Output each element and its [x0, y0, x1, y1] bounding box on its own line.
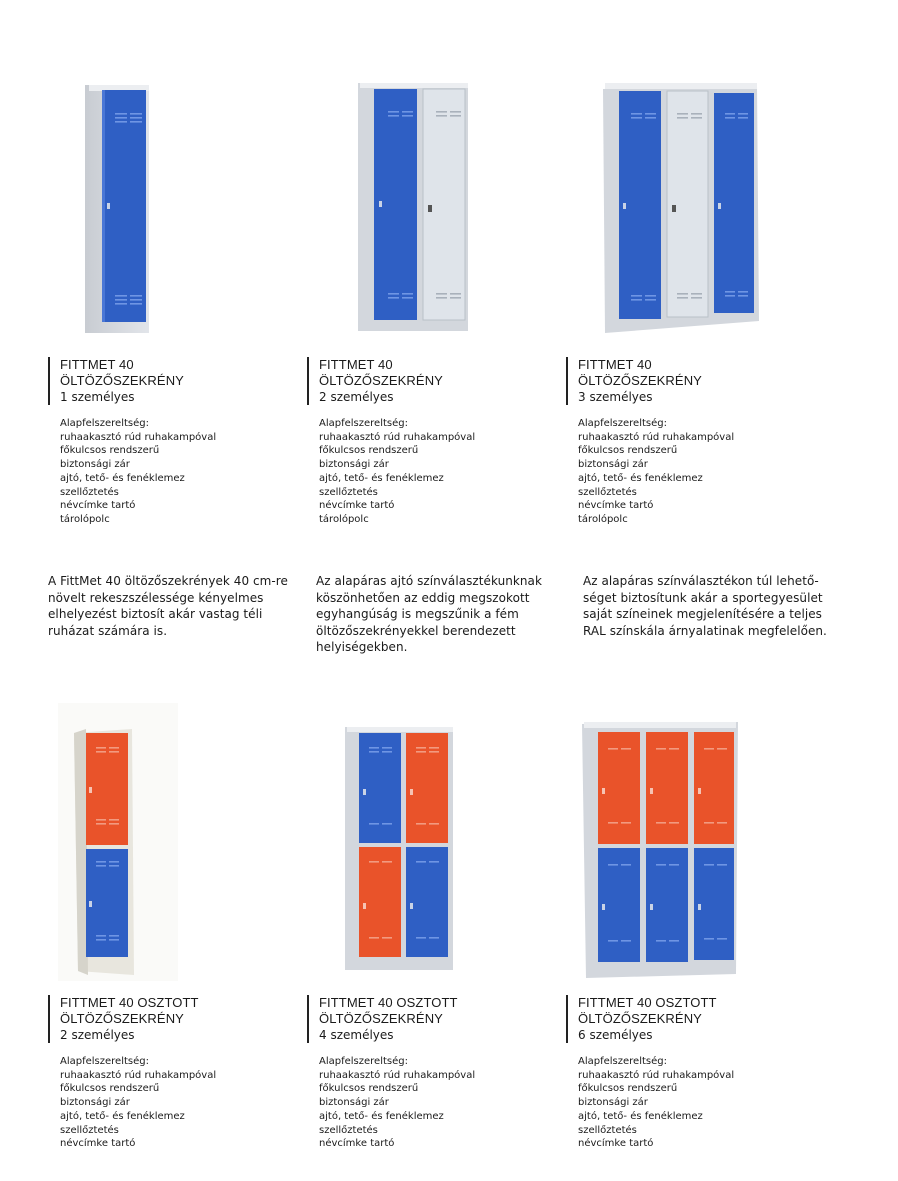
feature-item: névcímke tartó [60, 500, 136, 512]
features-label: Alapfelszereltség: [578, 418, 667, 429]
product-persons: 2 személyes [319, 390, 394, 404]
feature-item: ruhaakasztó rúd ruhakampóval [60, 1069, 217, 1081]
locker-image-2-person [358, 83, 470, 333]
features-label: Alapfelszereltség: [60, 1056, 149, 1067]
product-persons: 6 személyes [578, 1028, 653, 1042]
feature-item: ajtó, tető- és fenéklemez [319, 1110, 444, 1122]
feature-item: főkulcsos rendszerű [60, 1083, 160, 1095]
feature-item: főkulcsos rendszerű [578, 1083, 678, 1095]
description-line: elhelyezést biztosít akár vastag téli [48, 607, 263, 621]
product-title-block [566, 995, 806, 1043]
feature-item: ruhaakasztó rúd ruhakampóval [319, 1069, 476, 1081]
feature-list [48, 1055, 288, 1151]
product-2 [307, 357, 547, 527]
product-persons: 3 személyes [578, 390, 653, 404]
description-line: köszönhetően az eddig megszokott [316, 590, 530, 605]
product-persons: 2 személyes [60, 1028, 135, 1042]
split-locker-image-6-person [582, 722, 740, 979]
feature-item: biztonsági zár [319, 1097, 389, 1109]
feature-list [307, 1055, 547, 1151]
feature-item: névcímke tartó [319, 500, 395, 512]
feature-item: tárolópolc [60, 513, 110, 525]
product-1 [48, 357, 288, 527]
feature-item: biztonsági zár [60, 459, 130, 471]
description-line: saját színeinek megjelenítésére a teljes [583, 607, 822, 621]
feature-item: tárolópolc [578, 513, 628, 525]
feature-item: szellőztetés [578, 1124, 637, 1136]
product-title: FITTMET 40 OSZTOTT [319, 995, 458, 1010]
description-2 [316, 573, 576, 656]
description-line: A FittMet 40 öltözőszekrények 40 cm-re [48, 574, 288, 588]
feature-item: ruhaakasztó rúd ruhakampóval [319, 431, 476, 443]
feature-item: ajtó, tető- és fenéklemez [319, 472, 444, 484]
description-line: növelt rekeszszélessége kényelmes [48, 590, 264, 605]
feature-list [566, 1055, 806, 1151]
feature-item: névcímke tartó [319, 1138, 395, 1150]
description-line: RAL színskála árnyalatinak megfelelően. [583, 623, 827, 638]
description-line: egyhangúság is megszűnik a fém [316, 607, 519, 621]
feature-item: biztonsági zár [319, 459, 389, 471]
feature-item: ajtó, tető- és fenéklemez [578, 1110, 703, 1122]
feature-item: ajtó, tető- és fenéklemez [578, 472, 703, 484]
product-title: FITTMET 40 OSZTOTT [578, 995, 717, 1010]
description-line: ruházat számára is. [48, 623, 168, 638]
feature-item: szellőztetés [319, 1124, 378, 1136]
product-title: FITTMET 40 OSZTOTT [60, 995, 199, 1010]
description-line: helyiségekben. [316, 640, 408, 654]
split-locker-image-2-person [58, 703, 178, 981]
feature-list [48, 417, 288, 527]
locker-image-3-person [603, 83, 761, 335]
product-subtitle: ÖLTÖZŐSZEKRÉNY [319, 1011, 443, 1026]
product-title-block [566, 357, 806, 405]
feature-item: tárolópolc [319, 513, 369, 525]
feature-item: névcímke tartó [578, 1138, 654, 1150]
feature-item: főkulcsos rendszerű [60, 445, 160, 457]
product-5 [307, 995, 547, 1151]
description-line: Az alapáras ajtó színválasztékunknak [316, 574, 542, 588]
feature-list [566, 417, 806, 527]
description-line: öltözőszekrényekkel berendezett [316, 623, 516, 638]
product-title-block [48, 357, 288, 405]
feature-item: biztonsági zár [578, 459, 648, 471]
feature-item: főkulcsos rendszerű [578, 445, 678, 457]
feature-item: szellőztetés [319, 486, 378, 498]
product-4 [48, 995, 288, 1151]
product-persons: 1 személyes [60, 390, 135, 404]
product-subtitle: ÖLTÖZŐSZEKRÉNY [578, 373, 702, 388]
product-3 [566, 357, 806, 527]
product-title-block [307, 995, 547, 1043]
feature-item: biztonsági zár [60, 1097, 130, 1109]
description-line: séget biztosítunk akár a sportegyesület [583, 590, 823, 605]
feature-item: ruhaakasztó rúd ruhakampóval [578, 431, 735, 443]
product-subtitle: ÖLTÖZŐSZEKRÉNY [319, 373, 443, 388]
feature-list [307, 417, 547, 527]
feature-item: főkulcsos rendszerű [319, 1083, 419, 1095]
feature-item: biztonsági zár [578, 1097, 648, 1109]
features-label: Alapfelszereltség: [319, 1056, 408, 1067]
product-6 [566, 995, 806, 1151]
product-title: FITTMET 40 [319, 357, 393, 372]
description-1 [48, 573, 308, 639]
locker-image-1-person [85, 85, 151, 335]
feature-item: ajtó, tető- és fenéklemez [60, 472, 185, 484]
product-subtitle: ÖLTÖZŐSZEKRÉNY [60, 373, 184, 388]
product-persons: 4 személyes [319, 1028, 394, 1042]
feature-item: szellőztetés [578, 486, 637, 498]
product-title-block [48, 995, 288, 1043]
feature-item: ruhaakasztó rúd ruhakampóval [578, 1069, 735, 1081]
product-subtitle: ÖLTÖZŐSZEKRÉNY [60, 1011, 184, 1026]
feature-item: ajtó, tető- és fenéklemez [60, 1110, 185, 1122]
feature-item: névcímke tartó [578, 500, 654, 512]
split-locker-image-4-person [345, 727, 455, 972]
features-label: Alapfelszereltség: [319, 418, 408, 429]
product-title: FITTMET 40 [578, 357, 652, 372]
feature-item: ruhaakasztó rúd ruhakampóval [60, 431, 217, 443]
features-label: Alapfelszereltség: [60, 418, 149, 429]
product-title: FITTMET 40 [60, 357, 134, 372]
product-title-block [307, 357, 547, 405]
feature-item: szellőztetés [60, 486, 119, 498]
feature-item: szellőztetés [60, 1124, 119, 1136]
features-label: Alapfelszereltség: [578, 1056, 667, 1067]
feature-item: névcímke tartó [60, 1138, 136, 1150]
product-subtitle: ÖLTÖZŐSZEKRÉNY [578, 1011, 702, 1026]
feature-item: főkulcsos rendszerű [319, 445, 419, 457]
description-3 [583, 573, 843, 639]
description-line: Az alapáras színválasztékon túl lehető- [583, 574, 819, 588]
